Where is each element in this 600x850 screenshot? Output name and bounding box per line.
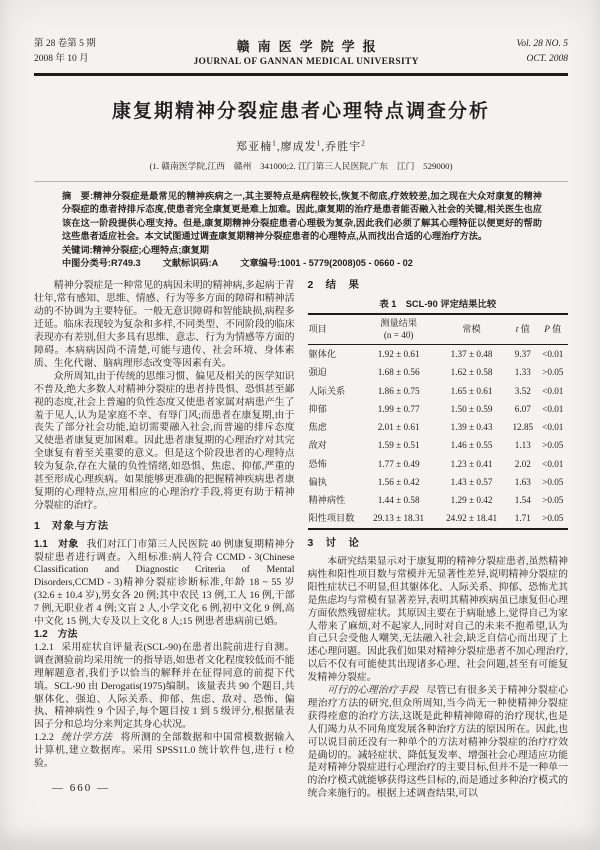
table-header-row bbox=[308, 314, 569, 345]
scl90-paragraph bbox=[34, 642, 295, 732]
treatment-methods-label: 可行的心理治疗手段 bbox=[327, 685, 419, 697]
p-label: 值 bbox=[549, 324, 562, 334]
author-affil-mark: 1 bbox=[316, 138, 322, 148]
table-cell: 1.43 ± 0.57 bbox=[450, 476, 493, 487]
table-cell: 1.46 ± 0.55 bbox=[450, 440, 493, 451]
table-cell: 1.77 ± 0.49 bbox=[377, 458, 420, 469]
table-cell: 2.01 ± 0.61 bbox=[377, 422, 420, 433]
table-cell: <0.01 bbox=[542, 348, 564, 359]
author-name: 郑亚楠 bbox=[236, 141, 273, 153]
meta-line bbox=[62, 257, 542, 270]
table-cell: <0.01 bbox=[542, 385, 564, 396]
table-cell: 1.33 bbox=[514, 367, 531, 378]
table-cell: 强迫 bbox=[308, 367, 327, 378]
article-id-value: 1001 - 5779(2008)05 - 0660 - 02 bbox=[280, 258, 413, 269]
abstract-label: 摘 要: bbox=[62, 191, 94, 201]
subjects-text: 我们对江门市第三人民医院 40 例康复期精神分裂症患者进行调查。入组标准:病人符合 CCMD - 3(Chinese Classification and Diagnostic Criteria of Mental Disorders,CCMD - 3)精神分裂症诊断标准,年龄 18 ~ 55 岁(32.6 ± 10.4 岁),男女各 20 例;其中农民 13 例,工人 16 例,干部 7 例,无职业者 4 例;文盲 2 人,小学文化 6 例,初中文化 9 例,高中文化 15 例,大专及以上文化 8 人;15 例患者患病前已婚。 bbox=[34, 538, 295, 628]
t-symbol: t bbox=[515, 324, 519, 334]
table-cell: 阳性项目数 bbox=[308, 510, 363, 529]
table-row bbox=[308, 455, 569, 473]
intro-paragraph-2: 众所周知,由于传统的思维习惯、偏见及相关的医学知识不普及,绝大多数人对精神分裂症的患者持畏惧、恐惧甚至鄙视的态度,社会上普遍的负性态度又使患者家属对病患产生了羞于见人,认为是家庭不幸、有辱门风;而患者在康复期,由于丧失了部分社会功能,迫切需要融入社会,而普遍的排斥态度又使患者康复更加困难。因此患者康复期的心理治疗对其完全康复有着至关重要的意义。但是这个阶段患者的心理特点较为复杂,存在大量的负性情绪,如恐惧、焦虑、抑郁,严重的甚至形成心理疾病。如果能够更准确的把握精神疾病患者康复期的心理特点,应用相应的心理治疗手段,将更有助于精神分裂症的治疗。 bbox=[34, 370, 295, 511]
table-cell: 偏执 bbox=[308, 476, 327, 487]
clc-value: R749.3 bbox=[111, 258, 141, 269]
author-separator: , bbox=[276, 141, 281, 153]
article-title: 康复期精神分裂症患者心理特点调查分析 bbox=[111, 101, 490, 122]
table-cell: 1.29 ± 0.42 bbox=[450, 495, 493, 506]
table-cell: 1.23 ± 0.41 bbox=[450, 458, 493, 469]
journal-header bbox=[34, 36, 568, 76]
col-header-norm: 常模 bbox=[435, 314, 508, 345]
table-cell: 1.44 ± 0.58 bbox=[377, 495, 420, 506]
table-cell: 24.92 ± 18.41 bbox=[435, 510, 508, 529]
abstract bbox=[62, 190, 542, 244]
table-cell: 1.62 ± 0.58 bbox=[450, 367, 493, 378]
author-separator: , bbox=[321, 141, 326, 153]
discussion-paragraph-2 bbox=[308, 685, 569, 801]
p-symbol: P bbox=[544, 324, 550, 334]
table-cell: >0.05 bbox=[542, 476, 564, 487]
author-affil-mark: 2 bbox=[361, 138, 366, 148]
subsection-number: 1.2.1 bbox=[34, 641, 54, 653]
table-cell: 29.13 ± 18.31 bbox=[362, 510, 435, 529]
journal-name-en: JOURNAL OF GANNAN MEDICAL UNIVERSITY bbox=[193, 57, 419, 67]
author-name: 廖成发 bbox=[280, 141, 317, 153]
table-cell: 恐怖 bbox=[308, 458, 327, 469]
table-cell: >0.05 bbox=[542, 495, 564, 506]
table-row bbox=[308, 492, 569, 510]
discussion-paragraph-2-text: 尽管已有很多关于精神分裂症心理治疗方法的研究,但众所周知,当今尚无一种使精神分裂症获得痊愈的治疗方法,这既是此种精神障碍的治疗现状,也是人们竭力从不同角度发展各种治疗方法的原因所在。因此,也可以说目前还没有一种单个的方法对精神分裂症的治疗疗效是确切的。减轻症状、降低复发率、增强社会心理适应功能是对精神分裂症进行心理治疗的主要目标,但并不是一种单一的治疗模式就能够获得这些目标的,而是通过多种治疗模式的统合来施行的。根据上述调查结果,可以 bbox=[307, 685, 568, 800]
table-row bbox=[308, 364, 569, 382]
front-divider bbox=[34, 181, 568, 182]
subsection-label: 1.2 方法 bbox=[34, 629, 78, 640]
journal-name-block bbox=[96, 36, 517, 67]
affiliation-line: (1. 赣南医学院,江西 赣州 341000;2. 江门第三人民医院,广东 江门 529000) bbox=[149, 161, 453, 171]
table-cell: <0.01 bbox=[542, 403, 564, 414]
col-header-item: 项目 bbox=[308, 314, 363, 345]
table-cell: 3.52 bbox=[514, 385, 531, 396]
doc-code-label: 文献标识码: bbox=[162, 258, 212, 269]
right-column bbox=[308, 280, 569, 801]
intro-paragraph-1: 精神分裂症是一种常见的病因未明的精神病,多起病于青壮年,常有感知、思维、情感、行为等多方面的障碍和精神活动的不协调为主要特征。一般无意识障碍和智能缺损,病程多迁延。临床表现较为复杂和多样,不同类型、不同阶段的临床表现亦有差别,但大多具有思维、意志、行为为情感等方面的障碍。本病病因尚不清楚,可能与遗传、社会环境、身体素质、生化代谢、脑病理形态改变等因素有关。 bbox=[34, 280, 295, 369]
table-cell: 精神病性 bbox=[308, 495, 346, 506]
table-cell: 1.86 ± 0.75 bbox=[377, 385, 420, 396]
table-cell: 抑郁 bbox=[308, 403, 327, 414]
table-row bbox=[308, 345, 569, 364]
table-row bbox=[308, 382, 569, 400]
section-heading-discussion: 3 讨 论 bbox=[307, 538, 360, 550]
subsection-label: 1.1 对象 bbox=[34, 538, 79, 550]
col-header-pvalue bbox=[538, 314, 568, 345]
abstract-text: 精神分裂症是最常见的精神疾病之一,其主要特点是病程较长,恢复不彻底,疗效较差,加之现在大众对康复的精神分裂症的患者持排斥态度,使患者完全康复更是难上加难。因此,康复期的治疗是患者能否融入社会的关键,相关医生也应该在这一阶段提供心理支持。但是,康复期精神分裂症患者心理极为复杂,因此我们必须了解其心理特征以便更好的帮助这些患者适应社会。本文试图通过调查康复期精神分裂症患者的心理特点,从而找出合适的心理治疗方法。 bbox=[62, 191, 542, 242]
table-head bbox=[308, 314, 569, 345]
table-cell: 1.13 bbox=[514, 440, 531, 451]
table-cell: 躯体化 bbox=[308, 348, 337, 359]
table-row bbox=[308, 473, 569, 491]
clc-number bbox=[62, 258, 141, 268]
doc-code-value: A bbox=[211, 258, 219, 269]
statistics-method-label: 统计学方法 bbox=[60, 732, 113, 744]
discussion-paragraph-1: 本研究结果显示对于康复期的精神分裂症患者,虽然精神病性和阳性项目数与常模并无显著性差异,说明精神分裂症的阳性症状已不明显,但其躯体化、人际关系、抑郁、恐怖尤其是焦虑均与常模有显著差异,表明其精神疾病虽已康复但心理方面依然残留症状。其原因主要在于病耻感上,觉得自己为家人带来了麻烦,对不起家人,同时对自己的未来不抱希望,认为自己只会受他人嘲笑,无法融入社会,缺乏自信心而出现了上述心理问题。因此我们如果对精神分裂症患者不加心理治疗,以后不仅有可能使其出现诸多心理、社会问题,甚至有可能复发精神分裂症。 bbox=[307, 555, 568, 684]
table-cell: 12.85 bbox=[512, 422, 534, 433]
volume-line-en: Vol. 28 NO. 5 bbox=[516, 39, 568, 50]
section-heading-results: 2 结 果 bbox=[307, 280, 360, 292]
page-number: — 660 — bbox=[52, 781, 110, 794]
table-cell: >0.05 bbox=[542, 367, 564, 378]
document-code bbox=[163, 258, 219, 268]
section-heading-methods: 1 对象与方法 bbox=[34, 520, 110, 532]
table-cell: 9.37 bbox=[514, 348, 531, 359]
statistics-text: 将所测的全部数据和中国常模数据输入计算机,建立数据库。采用 SPSS11.0 统计软件包,进行 t 检验。 bbox=[34, 732, 295, 770]
scl90-text: 采用症状自评量表(SCL-90)在患者出院前进行自测。调查测验前均采用统一的指导语,如患者文化程度较低而不能理解题意者,我们予以恰当的解释并在征得同意的前提下代填。SCL-90 由 Derogatis(1975)编制。该量表共 90 个题目,共躯体化、强迫、人际关系、抑郁、焦虑、敌对、恐怖、偏执、精神病性 9 个因子,每个题目按 1 到 5 级评分,根据量表因子分和总均分来判定其身心状况。 bbox=[34, 641, 295, 731]
table-row bbox=[308, 510, 569, 529]
table-cell: 1.71 bbox=[508, 510, 538, 529]
table-cell: 1.54 bbox=[514, 495, 531, 506]
table-row bbox=[308, 437, 569, 455]
table-caption: 表 1 SCL-90 评定结果比较 bbox=[379, 299, 497, 310]
col-header-tvalue bbox=[508, 314, 538, 345]
table-cell: <0.01 bbox=[542, 422, 564, 433]
table-body bbox=[308, 345, 569, 529]
col-header-measured bbox=[362, 314, 435, 345]
table-cell: >0.05 bbox=[538, 510, 568, 529]
left-column bbox=[34, 280, 295, 801]
volume-info-en bbox=[517, 37, 568, 66]
keywords-label: 关键词: bbox=[62, 244, 93, 255]
table-cell: 1.37 ± 0.48 bbox=[450, 348, 493, 359]
methods-subheading bbox=[34, 629, 295, 642]
table-cell: 1.65 ± 0.61 bbox=[450, 385, 493, 396]
journal-name-cn: 赣南医学院学报 bbox=[236, 39, 384, 54]
subjects-paragraph bbox=[34, 539, 295, 629]
table-cell: 1.56 ± 0.42 bbox=[377, 476, 420, 487]
col-header-measured-line1: 测量结果 bbox=[380, 318, 418, 329]
table-cell: 人际关系 bbox=[308, 385, 346, 396]
issue-volume-line: 第 28 卷第 5 期 bbox=[34, 39, 96, 50]
keywords-text: 精神分裂症;心理特点;康复期 bbox=[92, 244, 209, 255]
table-cell: 敌对 bbox=[308, 440, 327, 451]
article-id bbox=[240, 258, 413, 268]
table-cell: 1.59 ± 0.51 bbox=[377, 440, 420, 451]
table-row bbox=[308, 400, 569, 418]
issue-date-line: 2008 年 10 月 bbox=[34, 53, 89, 64]
author-affil-mark: 1 bbox=[272, 138, 277, 148]
t-label: 值 bbox=[518, 324, 530, 334]
table-row bbox=[308, 418, 569, 436]
date-line-en: OCT. 2008 bbox=[526, 53, 568, 64]
body-columns bbox=[34, 280, 568, 801]
subsection-number: 1.2.2 bbox=[34, 732, 54, 744]
author-line bbox=[34, 138, 568, 154]
col-header-measured-line2: (n = 40) bbox=[383, 329, 414, 340]
table-cell: 1.63 bbox=[514, 476, 531, 487]
scl90-results-table bbox=[308, 313, 569, 530]
keywords-line bbox=[62, 244, 542, 257]
table-cell: 1.39 ± 0.43 bbox=[450, 422, 493, 433]
statistics-paragraph bbox=[34, 732, 295, 771]
clc-label: 中图分类号: bbox=[62, 258, 111, 269]
article-id-label: 文章编号: bbox=[240, 258, 281, 269]
issue-info bbox=[34, 37, 96, 66]
table-cell: 1.50 ± 0.59 bbox=[450, 403, 493, 414]
table-cell: >0.05 bbox=[542, 440, 564, 451]
table-cell: 1.99 ± 0.77 bbox=[377, 403, 420, 414]
table-cell: 焦虑 bbox=[308, 422, 327, 433]
table-cell: <0.01 bbox=[542, 458, 564, 469]
table-cell: 1.68 ± 0.56 bbox=[377, 367, 420, 378]
table-cell: 1.92 ± 0.61 bbox=[377, 348, 420, 359]
table-cell: 2.02 bbox=[514, 458, 531, 469]
author-name: 乔胜宇 bbox=[325, 141, 362, 153]
table-cell: 6.07 bbox=[514, 403, 531, 414]
